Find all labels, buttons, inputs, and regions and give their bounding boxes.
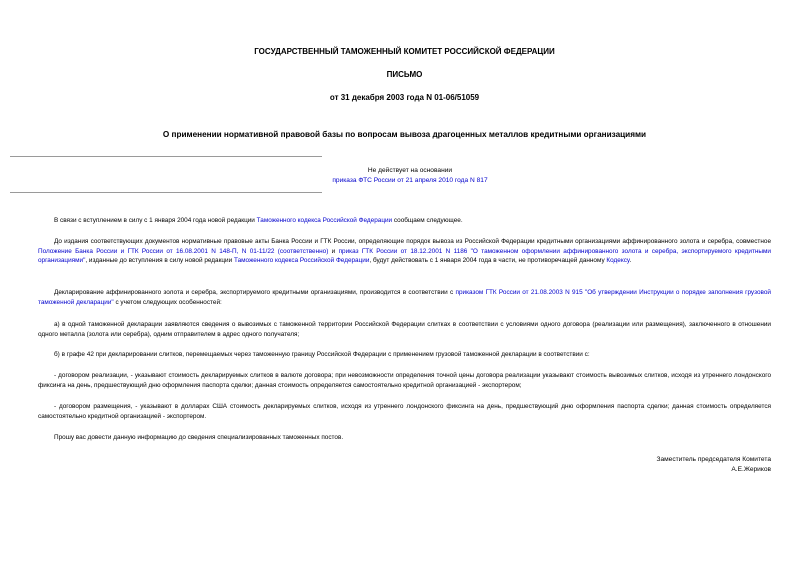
paragraph-8: Прошу вас довести данную информацию до сведения специализированных таможенных постов. [54,434,344,441]
p3-text-a: Декларирование аффинированного золота и серебра, экспортируемого кредитными организациями, производится в соответствии с [54,289,456,296]
link-customs-code-2[interactable]: Таможенного кодекса Российской Федерации [233,257,370,265]
document-type: ПИСЬМО [386,70,423,79]
link-order-1186[interactable]: приказ ГТК России от 18.12.2001 N 1186 "О таможенном оформлении аффинированного золота и серебра, экспортируемого кредитными организациями" [38,247,771,265]
divider-bottom [10,192,322,193]
p2-text-b: и [328,247,339,255]
p3-text-b: с учетом следующих особенностей: [113,298,222,306]
paragraph-6: - договором реализации, - указывают стоимость декларируемых слитков в валюте договора; при невозможности определения точной цены договора реализации указывают стоимость вывозимых слитков, исходя из утреннего лондонского фиксинга на день, предшествующий дню оформления паспорта сделки; данная стоимость определяется самостоятельно кредитной организацией - экспортером; [38,372,771,389]
status-link[interactable]: приказа ФТС России от 21 апреля 2010 года N 817 [332,177,488,184]
p2-text-c: , изданные до вступления в силу новой редакции [85,257,234,265]
signature-block [656,455,771,475]
link-regulation-148p[interactable]: Положение Банка России и ГТК России от 16.08.2001 N 148-П, N 01-11/22 (соответственно) [38,247,329,255]
p2-text-e: . [629,257,632,265]
paragraph-7: - договором размещения, - указывают в долларах США стоимость декларируемых слитков, исходя из утреннего лондонского фиксинга на день, предшествующий дню оформления паспорта сделки; данная стоимость определяется самостоятельно кредитной организацией - экспортером. [38,403,771,420]
p1-text-end: сообщаем следующее. [392,217,463,224]
organization-heading: ГОСУДАРСТВЕННЫЙ ТАМОЖЕННЫЙ КОМИТЕТ РОССИЙСКОЙ ФЕДЕРАЦИИ [254,47,555,56]
paragraph-4: а) в одной таможенной декларации заявляются сведения о вывозимых с таможенной территории Российской Федерации слитках в соответствии с условиями одного договора (реализации или размещения), заключенного в отношении одного металла (золота или серебра), одним отправителем в адрес одного получателя; [38,321,771,338]
link-order-915[interactable]: приказом ГТК России от 21.08.2003 N 915 "Об утверждении Инструкции о порядке заполнения грузовой таможенной декларации" [38,289,771,306]
document-date-number: от 31 декабря 2003 года N 01-06/51059 [329,93,480,102]
paragraph-5: б) в графе 42 при декларировании слитков, перемещаемых через таможенную границу Российской Федерации с применением грузовой таможенной декларации в соответствии с: [54,351,590,358]
divider-top [10,156,322,157]
link-code[interactable]: Кодексу [606,257,630,265]
paragraph-3 [38,288,771,307]
link-customs-code-1[interactable]: Таможенного кодекса Российской Федерации [256,217,393,224]
signature-name: А.Е.Жериков [731,466,771,473]
paragraph-2 [38,237,771,266]
status-text: Не действует на основании [367,167,453,174]
document-title: О применении нормативной правовой базы по вопросам вывоза драгоценных металлов кредитными организациями [162,130,647,139]
status-note [260,166,560,186]
paragraph-1 [38,216,771,226]
p2-text-a: До издания соответствующих документов нормативные правовые акты Банка России и ГТК России, определяющие порядок вывоза из Российской Федерации кредитными организациями аффинированного золота и серебра, совместное [54,238,771,245]
p2-text-d: , будут действовать с 1 января 2004 года в части, не противоречащей данному [369,257,607,265]
p1-text: В связи с вступлением в силу с 1 января 2004 года новой редакции [54,217,257,224]
signature-position: Заместитель председателя Комитета [656,456,771,463]
